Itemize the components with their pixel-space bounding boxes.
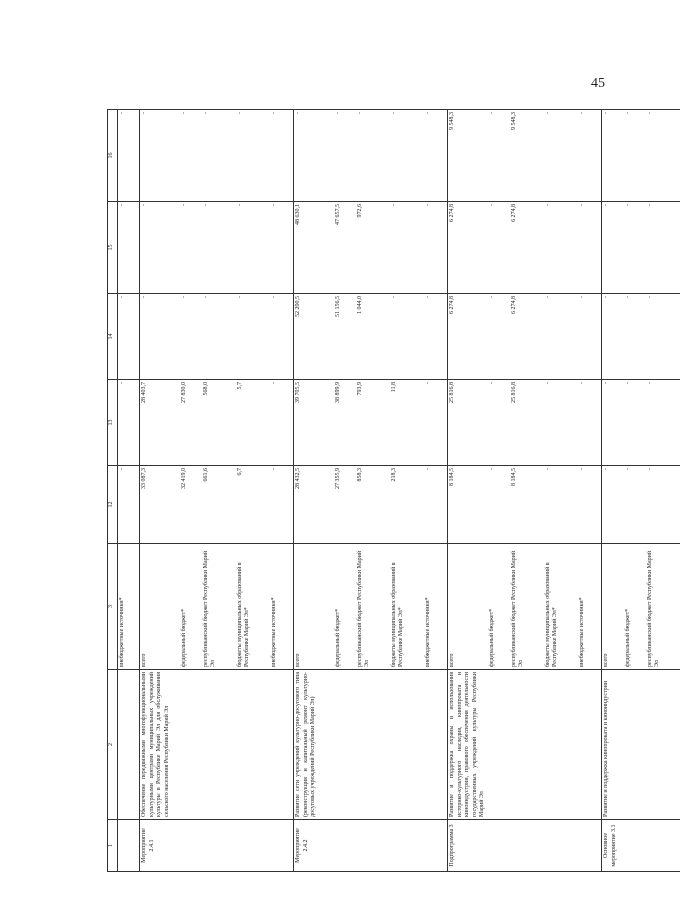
description-cell: [544, 670, 578, 820]
value-cell: -: [270, 466, 294, 544]
value-cell: -: [646, 466, 680, 544]
value-cell: -: [488, 294, 510, 380]
value-cell: -: [488, 110, 510, 202]
value-cell: -: [488, 466, 510, 544]
value-cell: -: [356, 110, 390, 202]
table-row: [118, 110, 140, 872]
header-cell: 15: [108, 202, 118, 294]
table-row: [578, 110, 602, 872]
header-cell: 14: [108, 294, 118, 380]
value-cell: -: [424, 380, 448, 466]
table-row: [488, 110, 510, 872]
row-label-cell: [180, 820, 202, 872]
source-cell: всего: [602, 544, 624, 670]
header-cell: 2: [108, 670, 118, 820]
row-label-cell: [424, 820, 448, 872]
value-cell: 25 816,8: [510, 380, 544, 466]
value-cell: -: [118, 110, 140, 202]
value-cell: -: [180, 294, 202, 380]
value-cell: 28 432,5: [294, 466, 334, 544]
description-cell: [202, 670, 236, 820]
value-cell: -: [624, 202, 646, 294]
value-cell: 5,7: [236, 380, 270, 466]
source-cell: всего: [294, 544, 334, 670]
value-cell: -: [624, 466, 646, 544]
table-row: [646, 110, 680, 872]
value-cell: 25 816,8: [448, 380, 488, 466]
value-cell: 858,3: [356, 466, 390, 544]
value-cell: -: [578, 466, 602, 544]
value-cell: -: [202, 294, 236, 380]
value-cell: -: [602, 110, 624, 202]
source-cell: внебюджетные источники*: [424, 544, 448, 670]
description-cell: [646, 670, 680, 820]
table-row: [236, 110, 270, 872]
value-cell: -: [140, 202, 180, 294]
row-label-cell: Основное мероприятие 3.1: [602, 820, 624, 872]
value-cell: -: [602, 380, 624, 466]
value-cell: 6 274,8: [510, 202, 544, 294]
row-label-cell: [544, 820, 578, 872]
value-cell: 52 200,5: [294, 294, 334, 380]
value-cell: -: [602, 466, 624, 544]
header-cell: 3: [108, 544, 118, 670]
value-cell: 6 274,8: [448, 294, 488, 380]
table-row: [390, 110, 424, 872]
source-cell: бюджеты муниципальных образований в Республике Марий Эл*: [390, 544, 424, 670]
table-row: [624, 110, 646, 872]
source-cell: республиканский бюджет Республики Марий Эл: [356, 544, 390, 670]
source-cell: республиканский бюджет Республики Марий Эл: [510, 544, 544, 670]
value-cell: -: [390, 110, 424, 202]
header-cell: 13: [108, 380, 118, 466]
value-cell: -: [334, 110, 356, 202]
value-cell: 972,6: [356, 202, 390, 294]
value-cell: 8 184,5: [448, 466, 488, 544]
table-row: [140, 110, 180, 872]
value-cell: -: [646, 380, 680, 466]
row-label-cell: Подпрограмма 3: [448, 820, 488, 872]
description-cell: [390, 670, 424, 820]
value-cell: -: [488, 380, 510, 466]
value-cell: 6,7: [236, 466, 270, 544]
description-cell: [488, 670, 510, 820]
description-cell: [578, 670, 602, 820]
table-row: [270, 110, 294, 872]
row-label-cell: [118, 820, 140, 872]
value-cell: -: [118, 466, 140, 544]
value-cell: 1 044,0: [356, 294, 390, 380]
row-label-cell: Мероприятие 2.4.1: [140, 820, 180, 872]
value-cell: 9 548,3: [510, 110, 544, 202]
value-cell: -: [646, 294, 680, 380]
header-cell: 12: [108, 466, 118, 544]
value-cell: 11,8: [390, 380, 424, 466]
row-label-cell: [356, 820, 390, 872]
value-cell: -: [488, 202, 510, 294]
value-cell: -: [118, 202, 140, 294]
page-number: 45: [591, 76, 605, 91]
value-cell: -: [646, 202, 680, 294]
description-cell: [510, 670, 544, 820]
value-cell: -: [390, 202, 424, 294]
value-cell: -: [578, 294, 602, 380]
value-cell: -: [624, 110, 646, 202]
value-cell: 6 274,8: [448, 202, 488, 294]
table-row: [448, 110, 488, 872]
description-cell: [624, 670, 646, 820]
source-cell: бюджеты муниципальных образований в Республике Марий Эл*: [544, 544, 578, 670]
description-cell: [180, 670, 202, 820]
row-label-cell: [646, 820, 680, 872]
table-body: [118, 110, 680, 872]
value-cell: -: [180, 110, 202, 202]
value-cell: -: [270, 380, 294, 466]
source-cell: федеральный бюджет*: [180, 544, 202, 670]
row-label-cell: [578, 820, 602, 872]
source-cell: внебюджетные источники*: [270, 544, 294, 670]
source-cell: республиканский бюджет Республики Марий Эл: [646, 544, 680, 670]
source-cell: внебюджетные источники*: [578, 544, 602, 670]
value-cell: -: [236, 294, 270, 380]
row-label-cell: Мероприятие 2.4.2: [294, 820, 334, 872]
row-label-cell: [488, 820, 510, 872]
value-cell: -: [270, 110, 294, 202]
row-label-cell: [510, 820, 544, 872]
value-cell: 28 403,7: [140, 380, 180, 466]
value-cell: -: [424, 466, 448, 544]
value-cell: -: [294, 110, 334, 202]
source-cell: федеральный бюджет*: [624, 544, 646, 670]
value-cell: -: [424, 110, 448, 202]
source-cell: бюджеты муниципальных образований в Республике Марий Эл*: [236, 544, 270, 670]
value-cell: -: [180, 202, 202, 294]
table-row: [356, 110, 390, 872]
description-cell: [236, 670, 270, 820]
header-row: [108, 110, 118, 872]
value-cell: -: [236, 202, 270, 294]
row-label-cell: [624, 820, 646, 872]
source-cell: всего: [140, 544, 180, 670]
value-cell: -: [118, 294, 140, 380]
value-cell: -: [578, 110, 602, 202]
description-cell: [334, 670, 356, 820]
description-cell: [424, 670, 448, 820]
value-cell: 47 657,5: [334, 202, 356, 294]
value-cell: -: [424, 202, 448, 294]
description-cell: [118, 670, 140, 820]
value-cell: -: [270, 202, 294, 294]
value-cell: 51 156,5: [334, 294, 356, 380]
budget-table: [107, 109, 680, 872]
source-cell: всего: [448, 544, 488, 670]
value-cell: -: [270, 294, 294, 380]
table-row: [544, 110, 578, 872]
source-cell: федеральный бюджет*: [334, 544, 356, 670]
row-label-cell: [202, 820, 236, 872]
value-cell: 793,9: [356, 380, 390, 466]
rotated-table-wrapper: [107, 110, 660, 872]
row-label-cell: [334, 820, 356, 872]
value-cell: -: [578, 202, 602, 294]
value-cell: -: [140, 294, 180, 380]
value-cell: -: [544, 110, 578, 202]
row-label-cell: [270, 820, 294, 872]
value-cell: -: [602, 294, 624, 380]
table-row: [202, 110, 236, 872]
value-cell: -: [236, 110, 270, 202]
value-cell: -: [646, 110, 680, 202]
table-row: [510, 110, 544, 872]
table-row: [180, 110, 202, 872]
value-cell: 568,0: [202, 380, 236, 466]
row-label-cell: [236, 820, 270, 872]
source-cell: федеральный бюджет*: [488, 544, 510, 670]
header-cell: 16: [108, 110, 118, 202]
table-row: [334, 110, 356, 872]
row-label-cell: [390, 820, 424, 872]
value-cell: -: [390, 294, 424, 380]
value-cell: -: [202, 110, 236, 202]
value-cell: -: [202, 202, 236, 294]
description-cell: Развитие и поддержка охраны и использования историко-культурного наследия, кинопроката и киноиндустрии, правового обеспечения деятельности государственных учреждений культуры Республики Марий Эл: [448, 670, 488, 820]
description-cell: [270, 670, 294, 820]
value-cell: -: [118, 380, 140, 466]
value-cell: 218,3: [390, 466, 424, 544]
value-cell: 6 274,8: [510, 294, 544, 380]
table-row: [294, 110, 334, 872]
value-cell: -: [624, 380, 646, 466]
header-cell: 1: [108, 820, 118, 872]
description-cell: [356, 670, 390, 820]
value-cell: 27 830,0: [180, 380, 202, 466]
value-cell: 48 630,1: [294, 202, 334, 294]
description-cell: Развитие сети учреждений культурно-досугового типа (реконструкция и капитальный ремонт культурно-досуговых учреждений Республики Марий Эл): [294, 670, 334, 820]
source-cell: внебюджетные источники*: [118, 544, 140, 670]
value-cell: -: [578, 380, 602, 466]
value-cell: 39 705,5: [294, 380, 334, 466]
value-cell: -: [602, 202, 624, 294]
value-cell: -: [544, 202, 578, 294]
value-cell: -: [544, 294, 578, 380]
value-cell: 33 087,3: [140, 466, 180, 544]
description-cell: Обеспечение передвижными многофункциональными культурными центрами муниципальных учреждений культуры в Республике Марий Эл для обслуживания сельского населения Республики Марий Эл: [140, 670, 180, 820]
value-cell: 661,6: [202, 466, 236, 544]
table-row: [602, 110, 624, 872]
value-cell: 32 419,0: [180, 466, 202, 544]
value-cell: 8 184,5: [510, 466, 544, 544]
value-cell: 9 548,3: [448, 110, 488, 202]
source-cell: республиканский бюджет Республики Марий Эл: [202, 544, 236, 670]
value-cell: 27 355,9: [334, 466, 356, 544]
value-cell: -: [140, 110, 180, 202]
value-cell: -: [544, 466, 578, 544]
value-cell: -: [624, 294, 646, 380]
value-cell: -: [424, 294, 448, 380]
table-row: [424, 110, 448, 872]
value-cell: 38 899,9: [334, 380, 356, 466]
description-cell: Развитие и поддержка кинопроката и киноиндустрии: [602, 670, 624, 820]
value-cell: -: [544, 380, 578, 466]
